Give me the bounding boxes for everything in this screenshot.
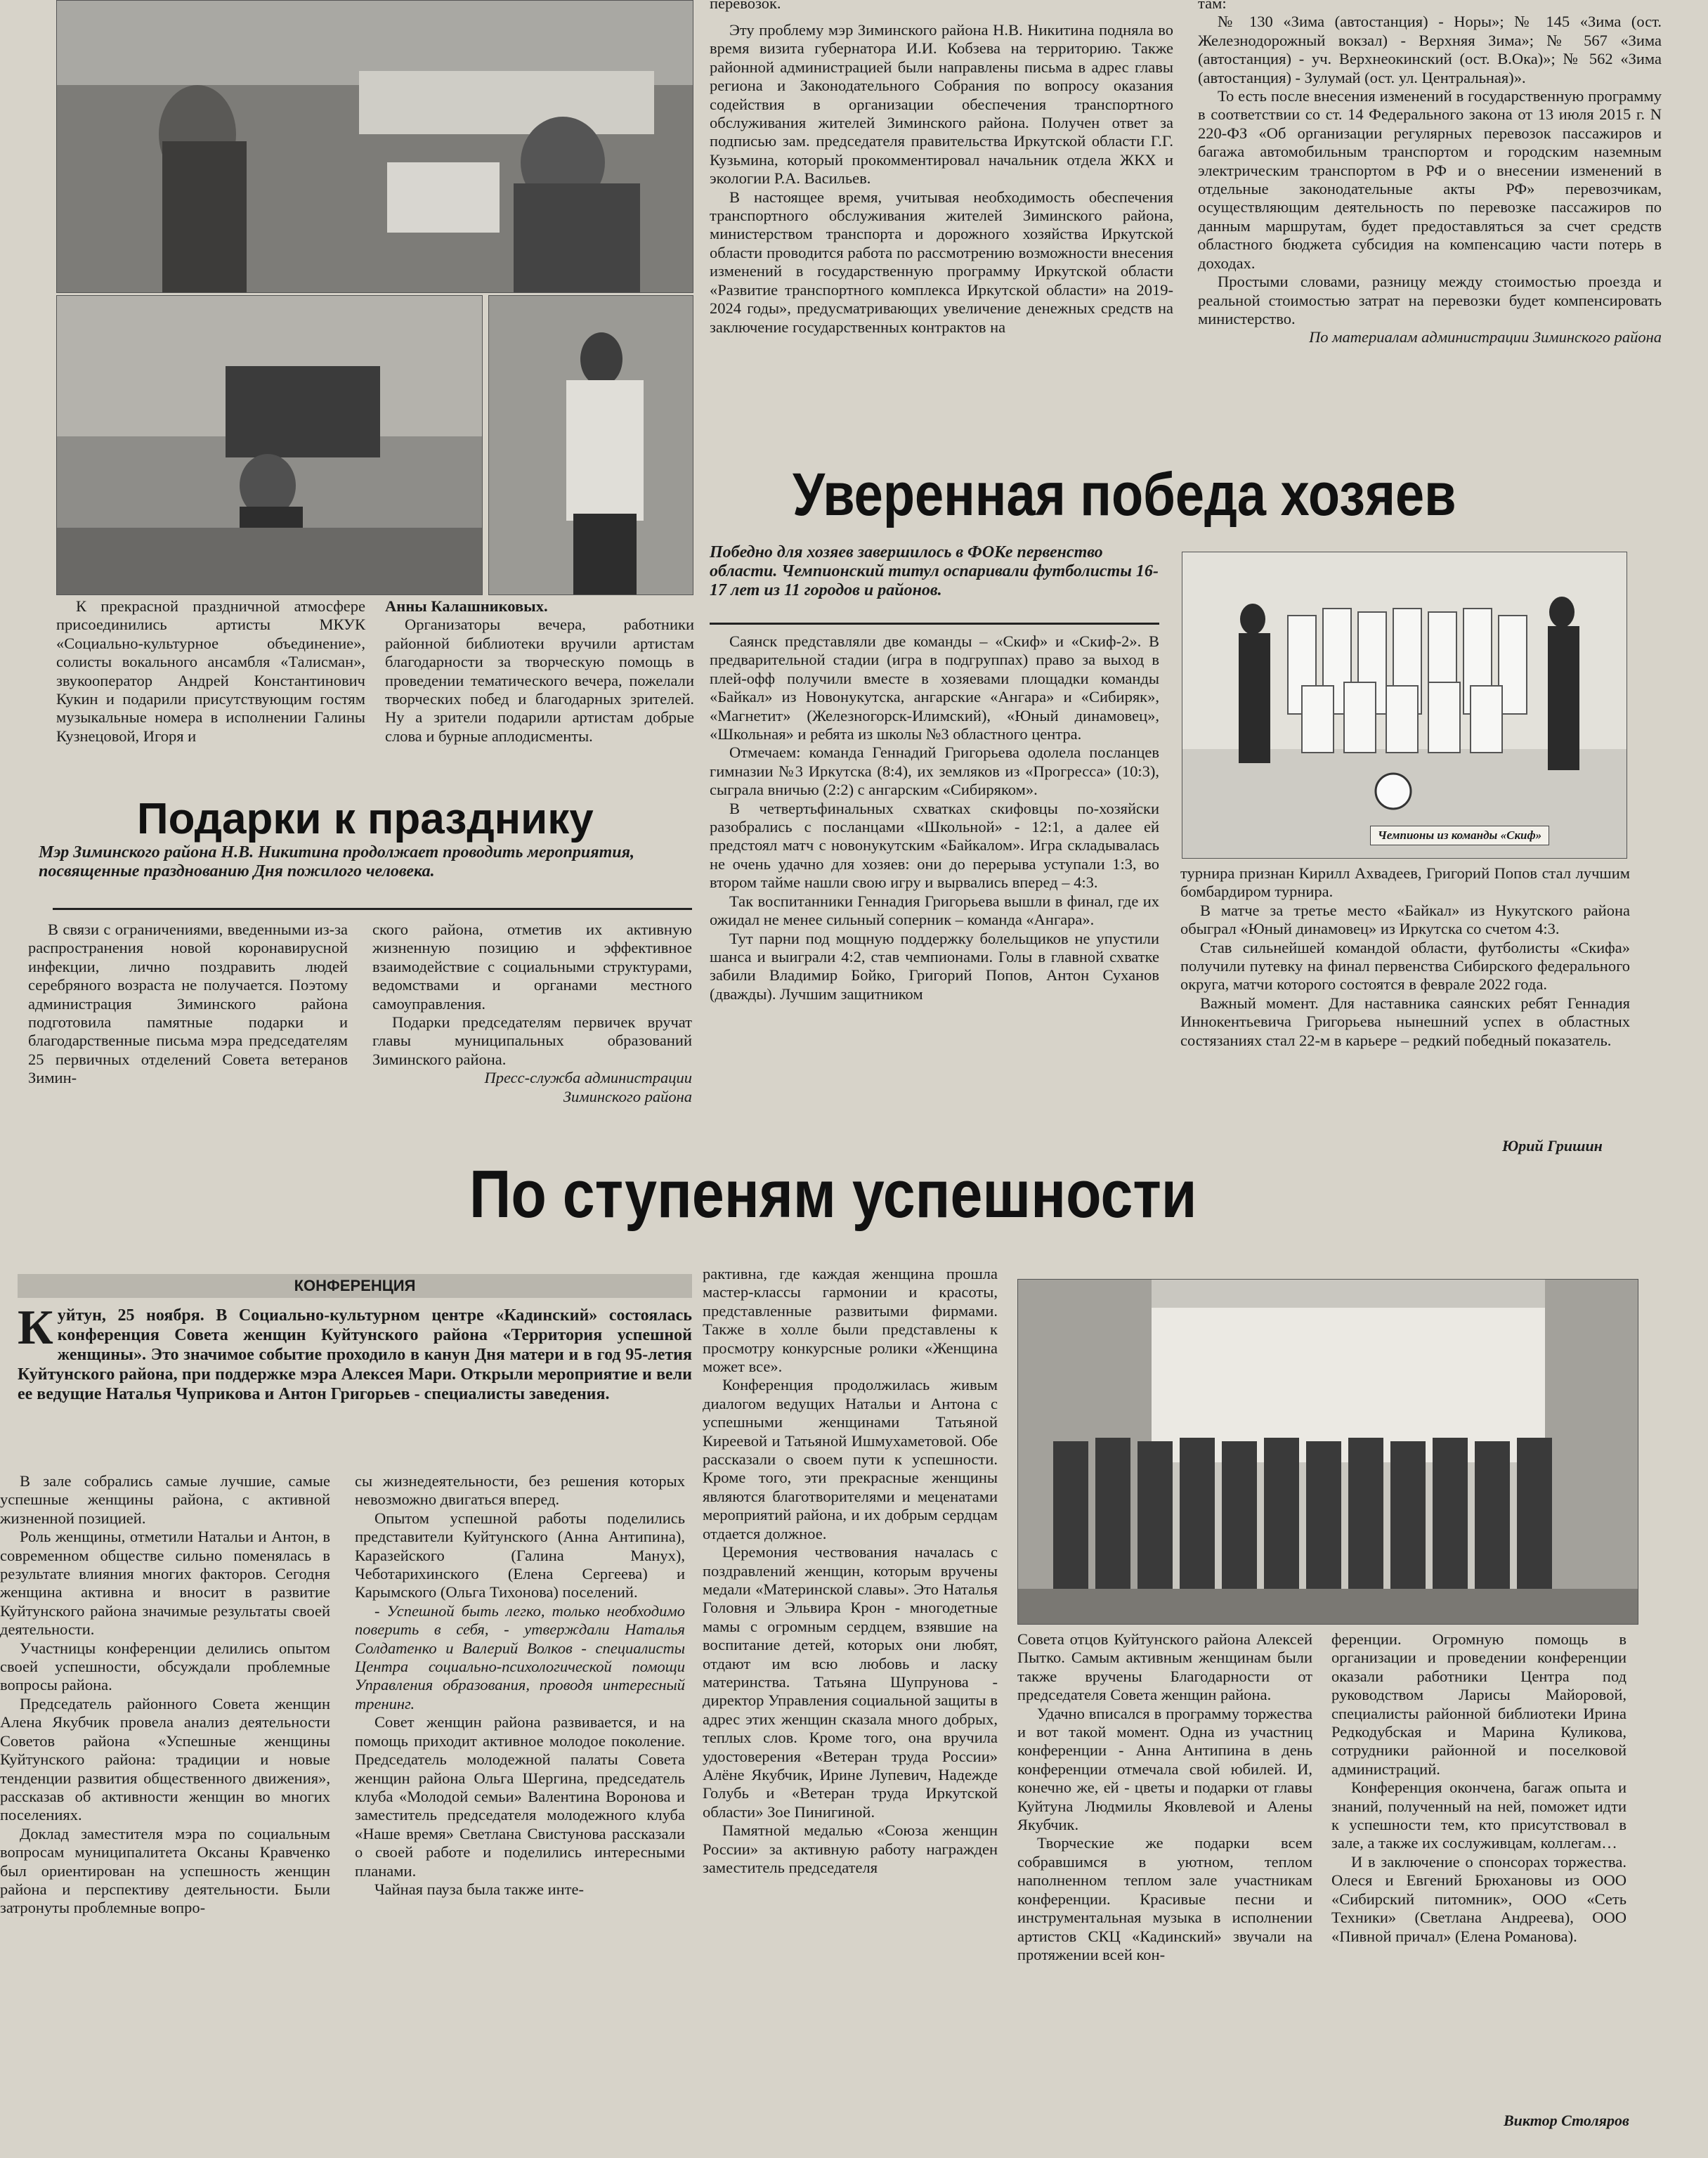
paragraph: - Успешной быть легко, только необходимо поверить в себя, - утверждали Наталья Солдатенко и Валерий Волков - специалисты Центра социально-психологической помощи Управления образования, проводя интересный тренинг. [355, 1601, 685, 1712]
paragraph: Конференция окончена, багаж опыта и знаний, полученный на ней, поможет идти к успешности тем, кто присутствовал в зале, а также их сослуживцам, коллегам… [1331, 1779, 1626, 1852]
dropcap: К [18, 1301, 53, 1355]
paragraph: Творческие же подарки всем собравшимся в уютном, теплом наполненном теплом зале участникам конференции. Красивые песни и инструментальная музыка в исполнении артистов СКЦ «Кадинский» звучали на протяжении всей кон- [1017, 1834, 1312, 1963]
paragraph: Доклад заместителя мэра по социальным вопросам муниципалитета Оксаны Кравченко был ориентирован на успешность женщин района и перспективу деятельности. Были затронуты проблемные вопро- [0, 1824, 330, 1917]
paragraph: Организаторы вечера, работники районной библиотеки вручили артистам благодарности за творческую помощь в проведении тематического вечера, пожелали творческих побед и благодарных зрителей. Ну а зрители подарили артистам добрые слова и бурные аплодисменты. [385, 616, 694, 745]
paragraph: рактивна, где каждая женщина прошла мастер-классы гармонии и красоты, представленные развитыми фирмами. Также в холле были представлены к просмотру конкурсные ролики «Женщина может все». [703, 1265, 998, 1376]
conference-author: Виктор Столяров [1504, 2112, 1629, 2129]
transport-col-2 [1198, 0, 1662, 347]
transport-col-1 [710, 21, 1173, 337]
gifts-lead-rule [53, 908, 692, 910]
paragraph: Конференция продолжилась живым диалогом ведущих Натальи и Антона с успешными женщинами Татьяной Киреевой и Татьяной Ишмухаметовой. Обе рассказали о своем пути к успешности. Кроме того, эти прекрасные женщины являются благотворителями и меценатами мероприятий района, и их добрым сердцам отдается должное. [703, 1376, 998, 1542]
conference-col-4 [1017, 1630, 1312, 1964]
football-col-1 [710, 632, 1159, 1003]
paragraph: Памятной медалью «Союза женщин России» за активную работу награжден заместитель председателя [703, 1821, 998, 1876]
paragraph: Чайная пауза была также инте- [374, 1880, 584, 1898]
conference-rubric: КОНФЕРЕНЦИЯ [18, 1274, 692, 1298]
paragraph: Анны Калашниковых. [385, 597, 548, 615]
gifts-headline: Подарки к празднику [137, 795, 594, 843]
paragraph: перевозок. [710, 0, 781, 12]
paragraph: Важный момент. Для наставника саянских ребят Геннадия Иннокентьевича Григорьева нынешний успех в областных состязаниях стал 22-м в карьере – редкий победный показатель. [1180, 994, 1630, 1049]
concert-photo-top [56, 0, 693, 293]
conference-col-2 [355, 1472, 685, 1899]
paragraph: Саянск представляли две команды – «Скиф» и «Скиф-2». В предварительной стадии (игра в подгруппах) право за выход в плей-офф получили вместе в хозяевами площадки команды «Байкал» из Новонукутска, ангарские «Ангара» и «Сибиряк», «Магнетит» (Железногорск-Илимский), «Юный динамовец», «Школьная» и ребята из школы №3 областного центра. [710, 632, 1159, 743]
conference-col-1 [0, 1472, 330, 1918]
gifts-lead: Мэр Зиминского района Н.В. Никитина продолжает проводить мероприятия, посвященные празднованию Дня пожилого человека. [39, 843, 635, 880]
paragraph: Тут парни под мощную поддержку болельщиков не упустили шанса и выиграли 4:2, став чемпионами. Голы в главной схватке забили Владимир Бойко, Григорий Попов, Антон Суханов (дважды). Лучшим защитником [710, 929, 1159, 1003]
paragraph: В зале собрались самые лучшие, самые успешные женщины района, с активной жизненной позицией. [0, 1472, 330, 1527]
signature-line-1: Пресс-служба администрации [484, 1069, 692, 1087]
paragraph: Роль женщины, отметили Натальи и Антон, в современном обществе сильно поменялась в результате влияния многих факторов. Сегодня женщина активна и вносит в развитие Куйтунского района значимые результаты своей деятельности. [0, 1528, 330, 1639]
conference-col-5 [1331, 1630, 1626, 1946]
signature: По материалам администрации Зиминского района [1309, 328, 1662, 346]
paragraph: Простыми словами, разницу между стоимостью проезда и реальной стоимостью затрат на перевозки будет компенсировать министерство. [1198, 273, 1662, 327]
gifts-col-2 [372, 921, 692, 1106]
football-team-photo [1182, 552, 1627, 859]
football-lead: Победно для хозяев завершилось в ФОКе первенство области. Чемпионский титул оспаривали футболисты 16-17 лет из 11 городов и районов. [710, 543, 1159, 599]
paragraph: Совет женщин района развивается, и на помощь приходит активное молодое поколение. Председатель молодежной палаты Совета женщин района Ольга Шергина, председатель клуба «Молодой семьи» Валентина Воронова и заместитель председателя молодежного клуба «Наше время» Светлана Свистунова рассказали о своей работе и поделились интересными планами. [355, 1713, 685, 1880]
conference-col-3 [703, 1265, 998, 1877]
conference-group-photo [1017, 1279, 1638, 1625]
paragraph: ференции. Огромную помощь в организации и проведении конференции оказали работники Центра под руководством Ларисы Майоровой, специалисты районной библиотеки Ирина Редкодубская и Марина Куликова, сотрудники районной и поселковой администраций. [1331, 1630, 1626, 1778]
conference-headline: По ступеням успешности [469, 1157, 1197, 1232]
paragraph: Так воспитанники Геннадия Григорьева вышли в финал, где их ожидал не менее сильный соперник – команда «Ангара». [710, 892, 1159, 929]
paragraph: В настоящее время, учитывая необходимость обеспечения транспортного обслуживания жителей Зиминского района, министерством транспорта и дорожного хозяйства Иркутской области проводится работа по рассмотрению возможности внесения изменений в государственную программу Иркутской области «Развитие транспортного комплекса Иркутской области» на 2019-2024 годы», предусматривающих увеличение денежных средств на заключение государственных контрактов на [710, 188, 1173, 336]
lead-text: уйтун, 25 ноября. В Социально-культурном центре «Кадинский» состоялась конференция Совета женщин Куйтунского района «Территория успешной женщины». Это значимое событие проходило в канун Дня матери и в год 95-летия Куйтунского района, при поддержке мэра Алексея Мари. Открыли мероприятие и вели ее ведущие Наталья Чуприкова и Антон Григорьев - специалисты заведения. [18, 1306, 692, 1403]
paragraph: В матче за третье место «Байкал» из Нукутского района обыграл «Юный динамовец» из Иркутска со счетом 4:3. [1180, 901, 1630, 938]
signature-line-2: Зиминского района [563, 1087, 692, 1105]
paragraph: № 130 «Зима (автостанция) - Норы»; № 145 «Зима (ост. Железнодорожный вокзал) - Верхняя Зима»; № 567 «Зима (автостанция) - уч. Верхнеокинский (ост. В.Ока)»; № 562 «Зима (автостанция) - Зулумай (ост. ул. Центральная)». [1198, 13, 1662, 86]
paragraph: Совета отцов Куйтунского района Алексей Пытко. Самым активным женщинам были также вручены Благодарности от председателя Совета женщин района. [1017, 1630, 1312, 1704]
top-left-col-2 [385, 597, 694, 746]
paragraph: Эту проблему мэр Зиминского района Н.В. Никитина подняла во время визита губернатора И.И. Кобзева на территорию. Также районной администрацией были направлены письма в адрес главы региона и Законодательного Собрания по вопросу оказания содействия в организации обеспечения транспортного обслуживания жителей Зиминского района. Получен ответ за подписью зам. председателя правительства Иркутской области Г.Г. Кузьмина, который прокомментировал начальник отдела ЖКХ и экологии Р.А. Васильев. [710, 21, 1173, 188]
conference-lead [18, 1301, 692, 1404]
paragraph: Став сильнейшей командой области, футболисты «Скифа» получили путевку на финал первенства Сибирского федерального округа, матчи которого состоятся в феврале 2022 года. [1180, 938, 1630, 994]
paragraph: Удачно вписался в программу торжества и вот такой момент. Одна из участниц конференции - Анна Антипина в день конференции отмечала свой юбилей. И, конечно же, ей - цветы и подарки от главы Куйтуна Людмилы Яковлевой и Алены Якубчик. [1017, 1704, 1312, 1834]
concert-photo-right [488, 295, 693, 595]
paragraph: Опытом успешной работы поделились представители Куйтунского (Анна Антипина), Каразейского (Галина Манух), Чеботарихинского (Елена Сергеева) и Карымского (Ольга Тихонова) поселений. [355, 1509, 685, 1601]
transport-fragment [710, 0, 1173, 13]
paragraph: Председатель районного Совета женщин Алена Якубчик провела анализ деятельности Советов района «Успешные женщины Куйтунского района: традиции и новые тенденции развития общественного движения», рассказав об активности женщин во многих поселениях. [0, 1694, 330, 1824]
football-headline: Уверенная победа хозяев [793, 461, 1456, 528]
paragraph: В четвертьфинальных схватках скифовцы по-хозяйски разобрались с посланцами «Школьной» - 12:1, а далее ей предстоял матч с новонукутским «Байкалом». Игра складывалась не очень удачно для хозяев: они до перерыва уступали 1:3, во втором тайме нашли свою игру и вырвались вперед – 4:3. [710, 799, 1159, 892]
paragraph: К прекрасной праздничной атмосфере присоединились артисты МКУК «Социально-культурное объединение», солисты вокального ансамбля «Талисман», звукооператор Андрей Константинович Кукин и подарили присутствующим гостям музыкальные номера в исполнении Галины Кузнецовой, Игоря и [56, 597, 365, 745]
paragraph: Отмечаем: команда Геннадий Григорьева одолела посланцев гимназии №3 Иркутска (8:4), их земляков из «Прогресса» (10:3), сыграла вничью (2:2) с ангарским «Сибиряком». [710, 743, 1159, 799]
paragraph: И в заключение о спонсорах торжества. Олеся и Евгений Брюхановы из ООО «Сибирский питомник», ООО «Сеть Техники» (Светлана Андреева), ООО «Пивной причал» (Елена Романова). [1331, 1852, 1626, 1945]
concert-photo-left [56, 295, 483, 595]
paragraph: ского района, отметив их активную жизненную позицию и эффективное взаимодействие с социальными структурами, ведомствами и органами местного самоуправления. [372, 921, 692, 1013]
paragraph: Подарки председателям первичек вручат главы муниципальных образований Зиминского района. [372, 1013, 692, 1068]
paragraph: То есть после внесения изменений в государственную программу в соответствии со ст. 14 Федерального закона от 13 июля 2015 г. N 220-ФЗ «Об организации регулярных перевозок пассажиров и багажа автомобильным транспортом и городским наземным электрическим транспортом в РФ и о внесении изменений в отдельные законодательные акты РФ» перевозчикам, осуществляющим деятельность по перевозке пассажиров по данным маршрутам, будет предоставляться за счет средств областного бюджета субсидия на компенсацию части потерь в доходах. [1198, 87, 1662, 272]
paragraph: там: [1198, 0, 1227, 12]
paragraph: Церемония чествования началась с поздравлений женщин, которым вручены медали «Материнской славы». Это Наталья Головня и Эльвира Крон - многодетные мамы с огромным сердцем, взявшие на воспитание детей, которых они любят, отдают им всю любовь и ласку материнства. Татьяна Шупрунова - директор Управления социальной защиты в адрес этих женщин сказала много добрых, теплых слов. Кроме того, она вручила удостоверения «Ветеран труда России» Алёне Якубчик, Ирине Лупевич, Надежде Голубь и «Ветеран труда Иркутской области» Зое Пинигиной. [703, 1543, 998, 1821]
football-col-2 [1180, 864, 1630, 1050]
football-author: Юрий Гришин [1502, 1137, 1603, 1155]
paragraph: сы жизнедеятельности, без решения которых невозможно двигаться вперед. [355, 1472, 685, 1509]
football-photo-caption: Чемпионы из команды «Скиф» [1370, 826, 1549, 845]
football-lead-rule [710, 623, 1159, 625]
paragraph: турнира признан Кирилл Ахвадеев, Григорий Попов стал лучшим бомбардиром турнира. [1180, 864, 1630, 901]
top-left-col-1 [56, 597, 365, 746]
gifts-col-1 [28, 921, 348, 1088]
paragraph: Участницы конференции делились опытом своей успешности, обсуждали проблемные вопросы района. [0, 1639, 330, 1694]
paragraph: В связи с ограничениями, введенными из-за распространения новой коронавирусной инфекции, лично поздравить людей серебряного возраста не получается. Поэтому администрация Зиминского района подготовила памятные подарки и благодарственные письма мэра председателям 25 первичных отделений Совета ветеранов Зимин- [28, 921, 348, 1087]
